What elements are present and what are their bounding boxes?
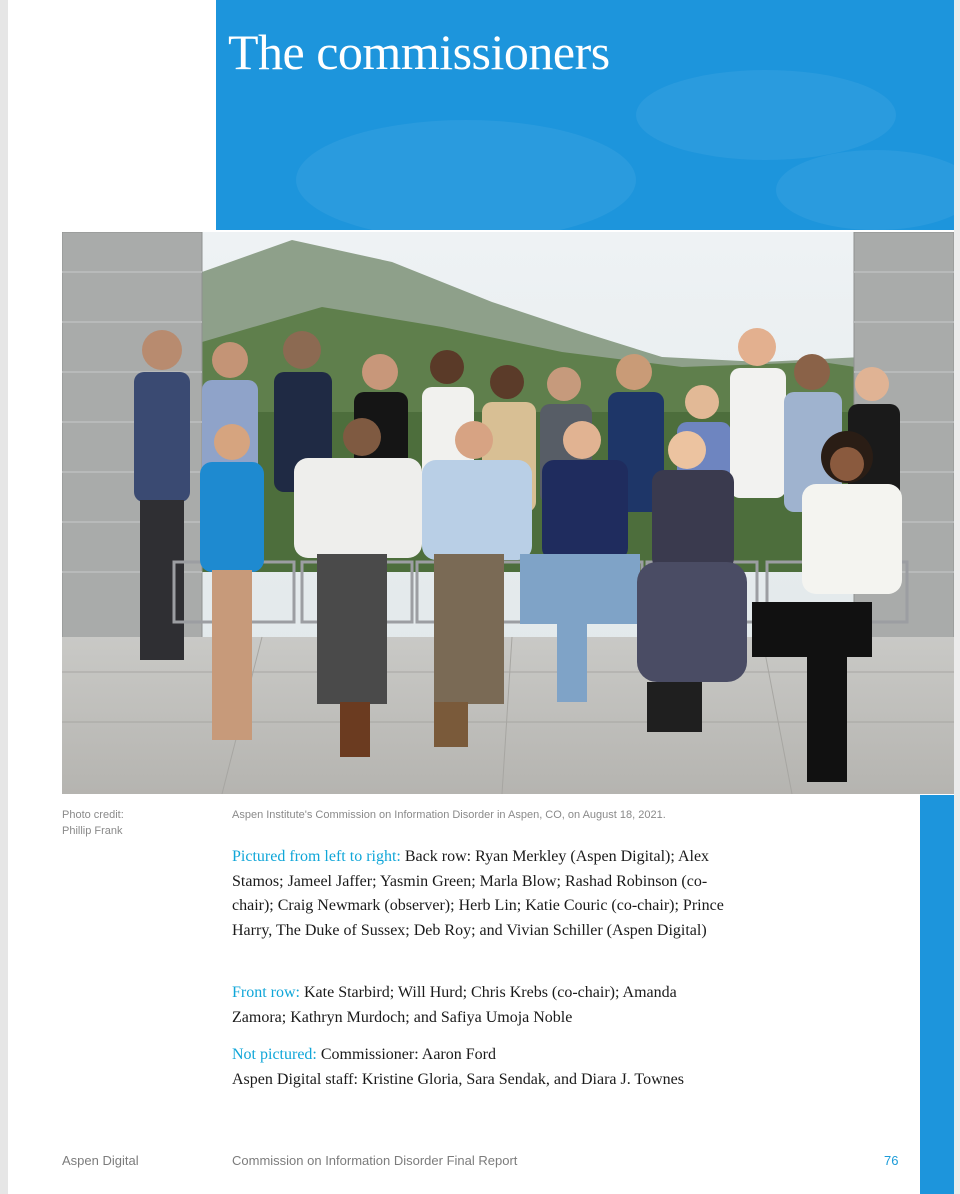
page-left-edge	[0, 0, 8, 1194]
photo-caption: Aspen Institute's Commission on Information Disorder in Aspen, CO, on August 18, 2021.	[232, 809, 666, 821]
photo-credit-label: Photo credit:	[62, 809, 124, 821]
not-pictured-label: Not pictured:	[232, 1046, 317, 1063]
footer-page-number: 76	[884, 1153, 899, 1168]
back-row-label: Pictured from left to right:	[232, 848, 401, 865]
front-row-label: Front row:	[232, 984, 300, 1001]
not-pictured-staff: Aspen Digital staff: Kristine Gloria, Sara Sendak, and Diara J. Townes	[232, 1070, 684, 1088]
back-row-paragraph	[232, 845, 732, 943]
photo-credit-name: Phillip Frank	[62, 825, 123, 837]
front-row-paragraph	[232, 981, 732, 1030]
footer-publisher: Aspen Digital	[62, 1153, 139, 1168]
footer-report-title: Commission on Information Disorder Final Report	[232, 1153, 518, 1168]
back-row-names: Back row: Ryan Merkley (Aspen Digital); Alex Stamos; Jameel Jaffer; Yasmin Green; Marla Blow; Rashad Robinson (co-chair); Craig Newmark (observer); Herb Lin; Katie Couric (co-chair); Prince Harry, The Duke of Sussex; Deb Roy; and Vivian Schiller (Aspen Digital)	[232, 848, 724, 939]
group-photo	[62, 232, 954, 794]
not-pictured-commissioner: Commissioner: Aaron Ford	[320, 1046, 496, 1063]
side-accent-strip	[920, 795, 954, 1194]
page-title: The commissioners	[228, 24, 610, 80]
page-right-edge	[954, 0, 960, 1194]
front-row-names: Kate Starbird; Will Hurd; Chris Krebs (co-chair); Amanda Zamora; Kathryn Murdoch; and Safiya Umoja Noble	[232, 984, 677, 1026]
not-pictured-paragraph	[232, 1043, 732, 1092]
